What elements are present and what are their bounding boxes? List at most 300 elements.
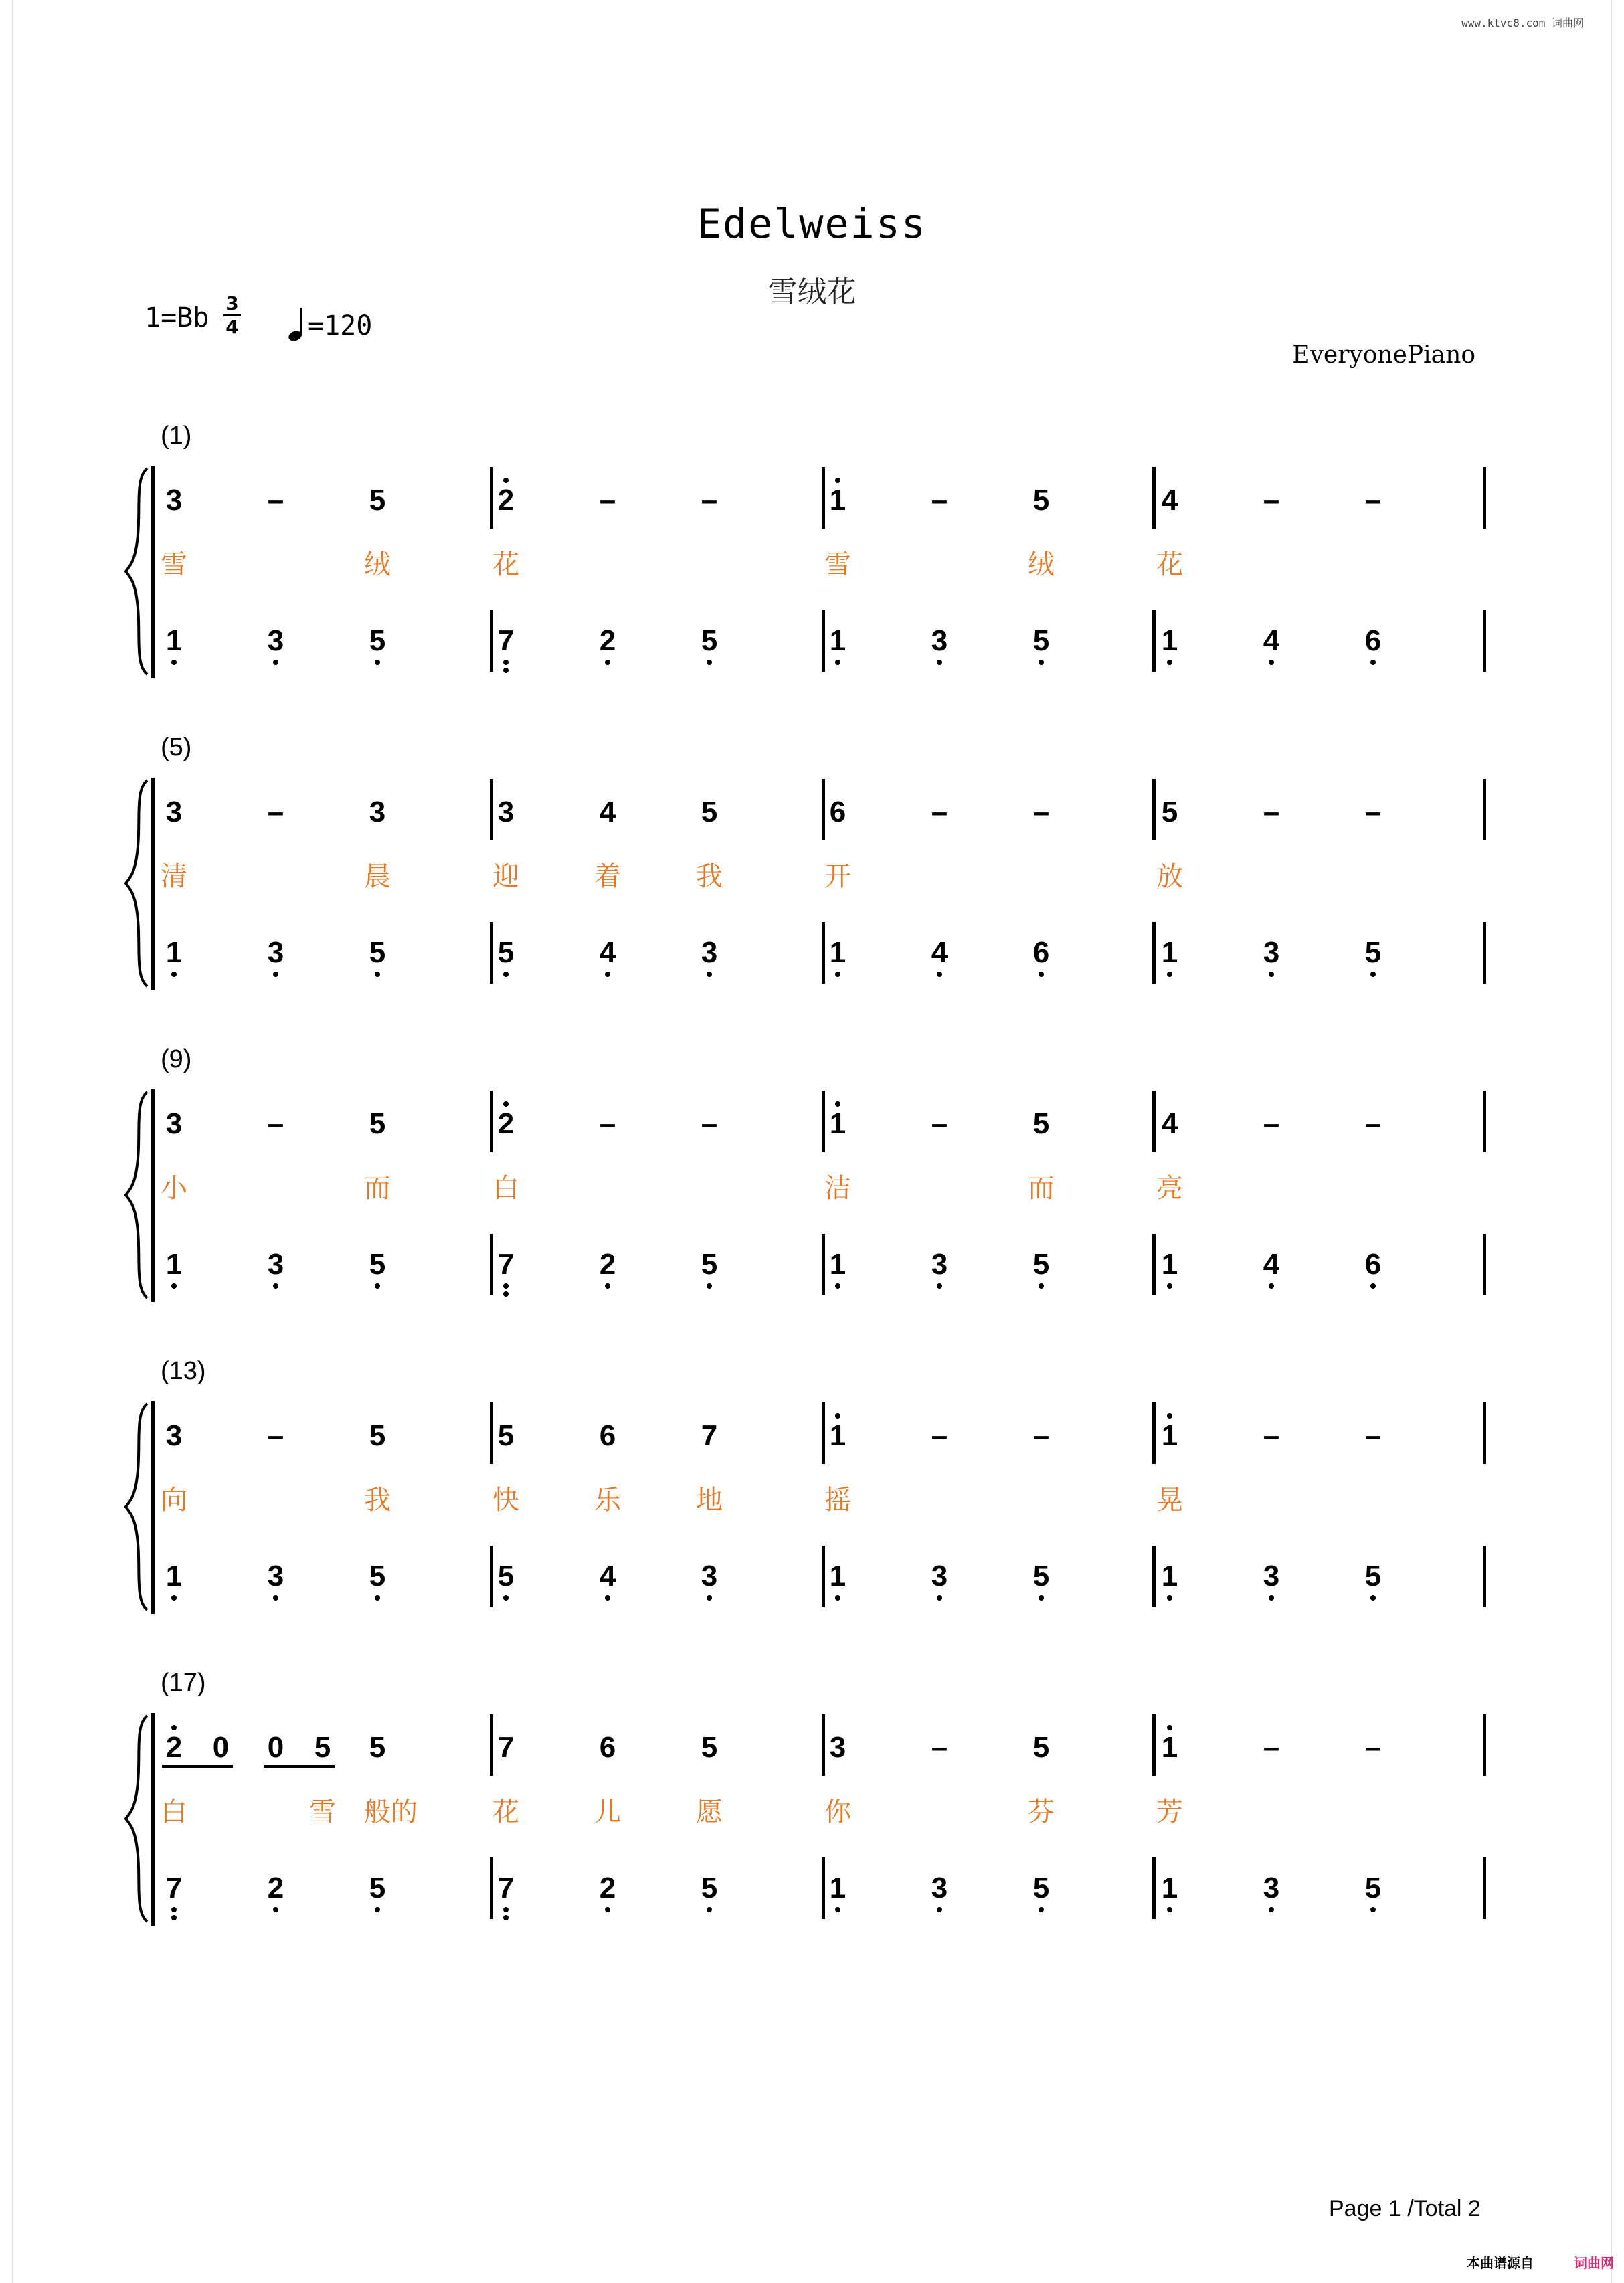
lyric-char: 花 [492, 1797, 519, 1827]
note-digit: 3 [829, 1731, 846, 1764]
note-digit: 7 [497, 1248, 515, 1281]
note-digit: 5 [497, 1560, 515, 1592]
jianpu-note [919, 1419, 960, 1453]
note-digit: 5 [314, 1731, 331, 1764]
note-digit: 5 [701, 1871, 718, 1904]
jianpu-note [154, 935, 194, 970]
jianpu-note [486, 1247, 526, 1282]
octave-up-dot [503, 1101, 509, 1107]
lyric-char: 雪 [824, 549, 851, 580]
octave-down-dot [1370, 660, 1376, 665]
note-digit: 5 [497, 1419, 515, 1452]
lyric-char: 摇 [824, 1485, 851, 1516]
note-digit: 2 [497, 484, 515, 517]
octave-down-dot [171, 1907, 177, 1912]
note-digit: 3 [1263, 1560, 1280, 1592]
note-digit: 1 [829, 624, 846, 657]
note-digit: 5 [701, 624, 718, 657]
jianpu-note [357, 1419, 397, 1453]
jianpu-note [1021, 1247, 1061, 1282]
jianpu-note [486, 1871, 526, 1906]
note-digit: 1 [1161, 1248, 1178, 1281]
octave-up-dot [1167, 1413, 1172, 1419]
note-digit: – [1263, 796, 1280, 828]
jianpu-note [357, 1107, 397, 1142]
octave-down-dot [1039, 1595, 1044, 1601]
jianpu-note [1150, 624, 1190, 658]
jianpu-note [818, 1107, 858, 1142]
octave-down-dot [1370, 972, 1376, 977]
octave-down-dot [835, 1595, 840, 1601]
note-digit: 3 [267, 1248, 284, 1281]
jianpu-note [1251, 483, 1291, 518]
jianpu-note [256, 795, 296, 830]
right-margin-strip [1611, 0, 1624, 2283]
note-digit: 1 [1161, 624, 1178, 657]
octave-down-dot [605, 1595, 610, 1601]
note-digit: 4 [1161, 1107, 1178, 1140]
octave-up-dot [1167, 1725, 1172, 1730]
jianpu-note [1021, 1107, 1061, 1142]
barline [1483, 1546, 1486, 1607]
octave-down-dot [835, 660, 840, 665]
octave-down-dot [937, 1595, 942, 1601]
note-digit: – [1364, 1419, 1382, 1452]
jianpu-note [588, 624, 628, 658]
lyric-char: 我 [696, 861, 723, 892]
note-digit: – [701, 484, 718, 517]
lyric-char: 绒 [364, 549, 391, 580]
system-measure-number: (13) [161, 1357, 206, 1385]
jianpu-note [689, 483, 729, 518]
song-title: Edelweiss [697, 201, 927, 248]
octave-down-dot [503, 1283, 509, 1289]
note-digit: 5 [1161, 796, 1178, 828]
jianpu-note [919, 935, 960, 970]
note-digit: 6 [599, 1419, 616, 1452]
octave-down-dot [937, 1283, 942, 1289]
lyric-char: 雪 [309, 1797, 336, 1827]
octave-down-dot [375, 1907, 380, 1912]
note-digit: 5 [369, 1560, 386, 1592]
jianpu-note [689, 624, 729, 658]
octave-down-dot [1269, 972, 1274, 977]
jianpu-note [588, 1559, 628, 1594]
jianpu-note [1251, 1419, 1291, 1453]
system-measure-number: (9) [161, 1045, 192, 1073]
octave-down-dot [707, 1907, 712, 1912]
jianpu-note [154, 1871, 194, 1906]
jianpu-note [154, 1247, 194, 1282]
lyric-char: 绒 [1028, 549, 1055, 580]
note-digit: 2 [599, 1871, 616, 1904]
note-digit: 1 [1161, 1731, 1178, 1764]
note-digit: 2 [599, 1248, 616, 1281]
octave-down-dot [503, 1291, 509, 1297]
jianpu-note [357, 1559, 397, 1594]
jianpu-note [588, 1871, 628, 1906]
jianpu-note [1150, 795, 1190, 830]
note-digit: 7 [497, 1871, 515, 1904]
jianpu-note [256, 1107, 296, 1142]
note-digit: – [1032, 796, 1050, 828]
octave-down-dot [707, 972, 712, 977]
jianpu-note [357, 1730, 397, 1765]
note-digit: 3 [701, 1560, 718, 1592]
note-digit: 1 [165, 1560, 183, 1592]
lyric-char: 愿 [696, 1797, 723, 1827]
octave-down-dot [835, 1283, 840, 1289]
barline [1483, 779, 1486, 840]
octave-up-dot [835, 478, 840, 483]
lyric-char: 而 [1028, 1173, 1055, 1204]
jianpu-note [588, 935, 628, 970]
octave-down-dot [1269, 660, 1274, 665]
jianpu-note [689, 1730, 729, 1765]
note-digit: 3 [931, 624, 948, 657]
jianpu-note [818, 1730, 858, 1765]
left-margin-strip [0, 0, 13, 2283]
barline [1483, 1402, 1486, 1464]
octave-down-dot [1167, 1595, 1172, 1601]
jianpu-note [154, 1107, 194, 1142]
quarter-note-icon [288, 305, 308, 343]
jianpu-note [1021, 624, 1061, 658]
note-digit: 3 [701, 936, 718, 969]
note-digit: 3 [267, 936, 284, 969]
jianpu-note [256, 1871, 296, 1906]
jianpu-note [689, 1107, 729, 1142]
system-measure-number: (1) [161, 422, 192, 450]
note-digit: 5 [1032, 1248, 1050, 1281]
jianpu-note [588, 795, 628, 830]
jianpu-note [1353, 1419, 1393, 1453]
jianpu-note [357, 624, 397, 658]
jianpu-note [256, 483, 296, 518]
note-digit: 1 [829, 936, 846, 969]
octave-down-dot [937, 660, 942, 665]
note-digit: 7 [497, 624, 515, 657]
note-digit: 1 [1161, 1419, 1178, 1452]
jianpu-note [486, 935, 526, 970]
note-digit: 1 [1161, 936, 1178, 969]
note-digit: – [1364, 796, 1382, 828]
lyric-char: 快 [492, 1485, 519, 1516]
jianpu-note [1150, 1247, 1190, 1282]
eighth-underline [162, 1765, 233, 1768]
note-digit: 3 [931, 1248, 948, 1281]
octave-down-dot [375, 1595, 380, 1601]
jianpu-note [1251, 1559, 1291, 1594]
note-digit: – [931, 1731, 948, 1764]
note-digit: – [599, 1107, 616, 1140]
note-digit: 4 [931, 936, 948, 969]
lyric-char: 放 [1156, 861, 1183, 892]
octave-down-dot [503, 668, 509, 673]
note-digit: – [1263, 1419, 1280, 1452]
jianpu-note [1150, 483, 1190, 518]
site-footer-right: 词曲网 [1574, 2256, 1614, 2271]
lyric-char: 而 [364, 1173, 391, 1204]
jianpu-note [256, 1559, 296, 1594]
jianpu-note [1150, 1559, 1190, 1594]
jianpu-note [201, 1730, 241, 1765]
jianpu-note [486, 1107, 526, 1142]
note-digit: 6 [829, 796, 846, 828]
octave-down-dot [1269, 1907, 1274, 1912]
octave-down-dot [171, 660, 177, 665]
note-digit: 1 [829, 1248, 846, 1281]
note-digit: 0 [267, 1731, 284, 1764]
jianpu-note [486, 1730, 526, 1765]
jianpu-note [818, 795, 858, 830]
note-digit: 1 [165, 1248, 183, 1281]
site-footer [1467, 2252, 1614, 2272]
note-digit: 7 [165, 1871, 183, 1904]
lyric-char: 花 [1156, 549, 1183, 580]
jianpu-note [689, 1559, 729, 1594]
note-digit: 1 [829, 484, 846, 517]
jianpu-note [486, 1419, 526, 1453]
jianpu-note [154, 1730, 194, 1765]
octave-down-dot [1167, 1907, 1172, 1912]
note-digit: 3 [931, 1560, 948, 1592]
jianpu-note [1021, 1871, 1061, 1906]
note-digit: – [701, 1107, 718, 1140]
note-digit: 5 [1032, 624, 1050, 657]
jianpu-note [1021, 1559, 1061, 1594]
jianpu-note [919, 624, 960, 658]
jianpu-note [588, 1419, 628, 1453]
lyric-char: 向 [161, 1485, 187, 1516]
lyric-char: 乐 [594, 1485, 621, 1516]
note-digit: 3 [165, 796, 183, 828]
lyric-char: 儿 [594, 1797, 621, 1827]
jianpu-note [919, 1559, 960, 1594]
note-digit: 5 [369, 1731, 386, 1764]
octave-down-dot [1039, 660, 1044, 665]
note-digit: 5 [1364, 1560, 1382, 1592]
octave-down-dot [937, 1907, 942, 1912]
octave-down-dot [1167, 660, 1172, 665]
barline [1483, 467, 1486, 529]
note-digit: 4 [1263, 1248, 1280, 1281]
octave-down-dot [171, 1283, 177, 1289]
jianpu-note [357, 1871, 397, 1906]
note-digit: 4 [599, 796, 616, 828]
time-signature [223, 294, 241, 337]
jianpu-note [1150, 935, 1190, 970]
jianpu-note [1353, 795, 1393, 830]
octave-down-dot [375, 660, 380, 665]
system-measure-number: (17) [161, 1669, 206, 1697]
octave-up-dot [835, 1101, 840, 1107]
jianpu-note [1353, 1871, 1393, 1906]
octave-down-dot [1167, 972, 1172, 977]
lyric-char: 地 [696, 1485, 723, 1516]
lyric-char: 开 [824, 861, 851, 892]
system-measure-number: (5) [161, 733, 192, 761]
jianpu-note [818, 1419, 858, 1453]
key-signature: 1=Bb [145, 302, 209, 333]
note-digit: 7 [497, 1731, 515, 1764]
jianpu-note [818, 624, 858, 658]
jianpu-note [302, 1730, 343, 1765]
lyric-char: 清 [161, 861, 187, 892]
octave-down-dot [605, 972, 610, 977]
octave-down-dot [937, 972, 942, 977]
octave-up-dot [835, 1413, 840, 1419]
note-digit: 3 [369, 796, 386, 828]
jianpu-note [357, 935, 397, 970]
jianpu-note [1251, 1871, 1291, 1906]
note-digit: 1 [829, 1871, 846, 1904]
octave-down-dot [171, 1915, 177, 1920]
jianpu-note [154, 795, 194, 830]
octave-down-dot [1167, 1283, 1172, 1289]
lyric-char: 我 [364, 1485, 391, 1516]
lyric-char: 芬 [1028, 1797, 1055, 1827]
octave-down-dot [503, 1907, 509, 1912]
jianpu-note [1251, 935, 1291, 970]
jianpu-note [1251, 1730, 1291, 1765]
note-digit: 6 [599, 1731, 616, 1764]
note-digit: 2 [165, 1731, 183, 1764]
note-digit: 1 [829, 1419, 846, 1452]
note-digit: 5 [369, 624, 386, 657]
octave-down-dot [503, 660, 509, 665]
site-footer-left: 本曲谱源自 [1467, 2256, 1534, 2271]
note-digit: 1 [829, 1560, 846, 1592]
lyric-char: 白 [492, 1173, 519, 1204]
octave-down-dot [273, 1907, 278, 1912]
jianpu-note [588, 1247, 628, 1282]
note-digit: – [1364, 1107, 1382, 1140]
lyric-char: 晃 [1156, 1485, 1183, 1516]
note-digit: 5 [701, 1248, 718, 1281]
jianpu-note [154, 1419, 194, 1453]
jianpu-note [818, 1871, 858, 1906]
note-digit: 2 [599, 624, 616, 657]
note-digit: 3 [165, 1419, 183, 1452]
octave-down-dot [273, 972, 278, 977]
jianpu-note [1150, 1419, 1190, 1453]
jianpu-note [919, 1107, 960, 1142]
jianpu-note [256, 624, 296, 658]
jianpu-note [256, 1730, 296, 1765]
octave-down-dot [503, 1915, 509, 1920]
lyric-char: 白 [161, 1797, 187, 1827]
note-digit: 4 [1161, 484, 1178, 517]
octave-down-dot [273, 660, 278, 665]
jianpu-note [818, 483, 858, 518]
note-digit: 4 [599, 1560, 616, 1592]
note-digit: 6 [1364, 1248, 1382, 1281]
note-digit: 3 [931, 1871, 948, 1904]
jianpu-note [357, 795, 397, 830]
note-digit: 5 [497, 936, 515, 969]
octave-down-dot [375, 1283, 380, 1289]
jianpu-note [357, 1247, 397, 1282]
octave-down-dot [707, 1283, 712, 1289]
jianpu-note [357, 483, 397, 518]
note-digit: 5 [369, 484, 386, 517]
jianpu-note [1353, 1559, 1393, 1594]
note-digit: 1 [165, 624, 183, 657]
barline [1483, 1234, 1486, 1295]
jianpu-note [1353, 935, 1393, 970]
jianpu-note [919, 1247, 960, 1282]
note-digit: 2 [497, 1107, 515, 1140]
jianpu-note [588, 1107, 628, 1142]
note-digit: 5 [701, 1731, 718, 1764]
note-digit: – [1364, 484, 1382, 517]
jianpu-note [689, 1419, 729, 1453]
note-digit: 6 [1032, 936, 1050, 969]
lyric-char: 雪 [161, 549, 187, 580]
jianpu-note [1251, 1107, 1291, 1142]
time-signature-bottom: 4 [225, 316, 239, 338]
note-digit: 5 [369, 936, 386, 969]
jianpu-note [919, 795, 960, 830]
octave-down-dot [273, 1283, 278, 1289]
note-digit: 5 [369, 1871, 386, 1904]
note-digit: 5 [1364, 936, 1382, 969]
note-digit: 5 [1032, 484, 1050, 517]
note-digit: 7 [701, 1419, 718, 1452]
lyric-char: 着 [594, 861, 621, 892]
site-header: www.ktvc8.com 词曲网 [1461, 17, 1584, 29]
octave-down-dot [1039, 1283, 1044, 1289]
octave-down-dot [503, 972, 509, 977]
octave-down-dot [1370, 1283, 1376, 1289]
jianpu-note [256, 1247, 296, 1282]
octave-down-dot [605, 1907, 610, 1912]
note-digit: 5 [1364, 1871, 1382, 1904]
note-digit: 3 [1263, 1871, 1280, 1904]
note-digit: 5 [701, 796, 718, 828]
lyric-char: 般的 [364, 1797, 418, 1827]
lyric-char: 迎 [492, 861, 519, 892]
note-digit: 3 [165, 1107, 183, 1140]
note-digit: 4 [599, 936, 616, 969]
octave-down-dot [1370, 1595, 1376, 1601]
jianpu-note [154, 624, 194, 658]
octave-down-dot [1039, 1907, 1044, 1912]
barline [1483, 1714, 1486, 1776]
octave-down-dot [707, 1595, 712, 1601]
time-signature-top: 3 [225, 292, 239, 314]
jianpu-note [919, 1871, 960, 1906]
jianpu-note [818, 935, 858, 970]
lyric-char: 晨 [364, 861, 391, 892]
jianpu-note [1353, 1247, 1393, 1282]
note-digit: – [1263, 1731, 1280, 1764]
note-digit: – [1263, 484, 1280, 517]
octave-down-dot [1269, 1283, 1274, 1289]
jianpu-note [689, 935, 729, 970]
note-digit: 1 [829, 1107, 846, 1140]
jianpu-note [486, 624, 526, 658]
note-digit: – [1263, 1107, 1280, 1140]
jianpu-note [818, 1247, 858, 1282]
note-digit: 3 [1263, 936, 1280, 969]
octave-down-dot [835, 1907, 840, 1912]
jianpu-note [154, 483, 194, 518]
jianpu-note [1251, 795, 1291, 830]
octave-down-dot [1269, 1595, 1274, 1601]
jianpu-note [486, 795, 526, 830]
